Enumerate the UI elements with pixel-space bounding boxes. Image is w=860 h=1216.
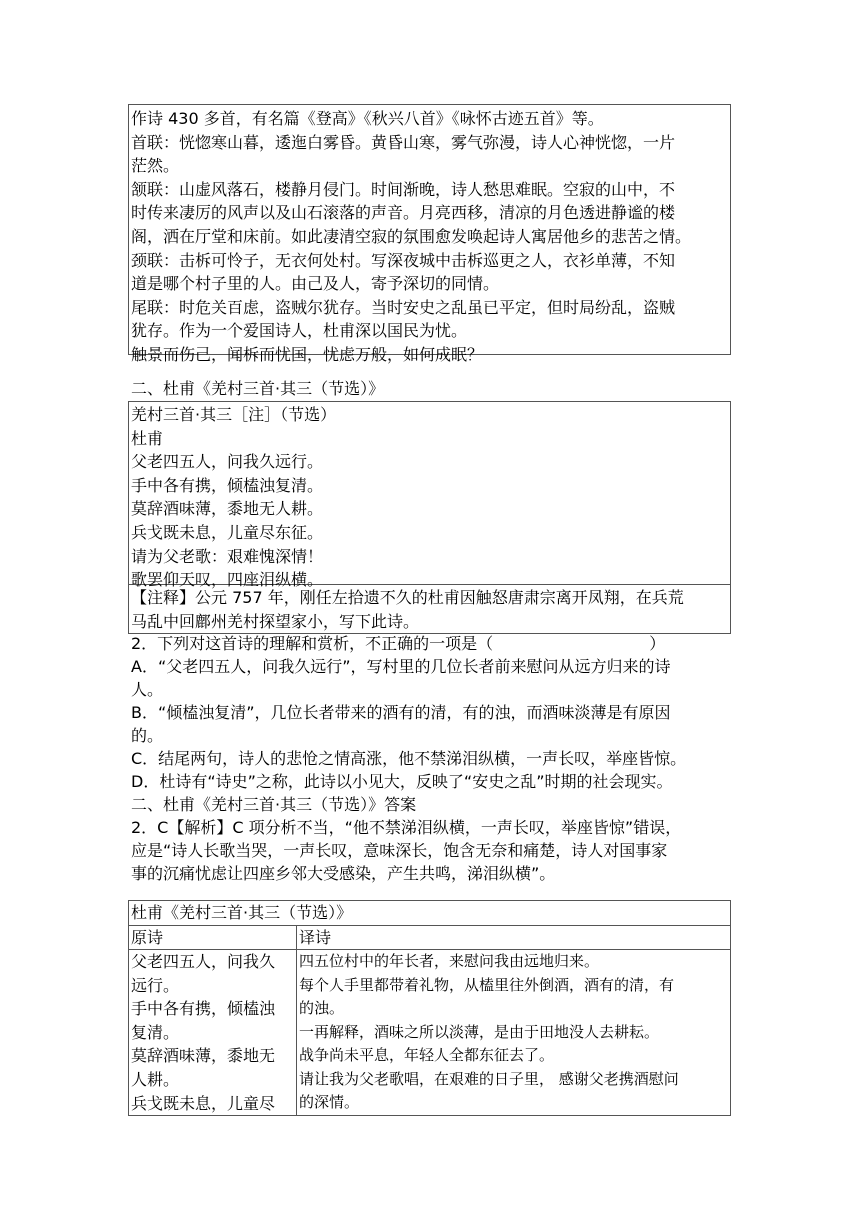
header-original: 原诗 bbox=[129, 925, 297, 950]
analysis-line: 首联：恍惚寒山暮，逶迤白雾昏。黄昏山寒，雾气弥漫，诗人心神恍惚，一片 bbox=[131, 132, 676, 152]
note-line: 马乱中回鄜州羌村探望家小，写下此诗。 bbox=[131, 611, 420, 631]
translation-line: 请让我为父老歌唱，在艰难的日子里， 感谢父老携酒慰问 bbox=[299, 1069, 679, 1088]
analysis-line: 时传来凄厉的风声以及山石滚落的声音。月亮西移，清凉的月色透进静谧的楼 bbox=[131, 203, 676, 223]
analysis-line: 犹存。作为一个爱国诗人，杜甫深以国民为忧。 bbox=[131, 321, 468, 341]
poem-line: 父老四五人，问我久远行。 bbox=[131, 452, 324, 472]
option-b-cont: 的。 bbox=[131, 726, 164, 745]
option-a-cont: 人。 bbox=[131, 680, 164, 699]
option-d: D．杜诗有“诗史”之称，此诗以小见大，反映了“安史之乱”时期的社会现实。 bbox=[131, 772, 673, 791]
analysis-line: 尾联：时危关百虑，盗贼尔犹存。当时安史之乱虽已平定，但时局纷乱，盗贼 bbox=[131, 297, 676, 317]
analysis-line: 颈联：击柝可怜子，无衣何处村。写深夜城中击柝巡更之人，衣衫单薄，不知 bbox=[131, 250, 676, 270]
original-line: 手中各有携，倾榼浊 bbox=[131, 999, 276, 1019]
poem-line: 手中各有携，倾榼浊复清。 bbox=[131, 475, 324, 495]
analysis-line: 道是哪个村子里的人。由己及人，寄予深切的同情。 bbox=[131, 274, 500, 294]
analysis-line: 阁，洒在厅堂和床前。如此凄清空寂的氛围愈发唤起诗人寓居他乡的悲苦之情。 bbox=[131, 226, 692, 246]
translation-line: 的深情。 bbox=[299, 1093, 360, 1111]
original-line: 远行。 bbox=[131, 975, 180, 995]
translation-line: 的浊。 bbox=[299, 999, 345, 1017]
answer-line: 应是“诗人长歌当哭，一声长叹，意味深长，饱含无奈和痛楚，诗人对国事家 bbox=[131, 841, 668, 860]
question-stem bbox=[131, 632, 665, 656]
section-heading: 二、杜甫《羌村三首·其三（节选）》 bbox=[131, 379, 385, 398]
original-line: 父老四五人，问我久 bbox=[131, 952, 276, 971]
translation-line: 战争尚未平息，年轻人全都东征去了。 bbox=[299, 1046, 555, 1064]
analysis-line: 颔联：山虚风落石，楼静月侵门。时间渐晚，诗人愁思难眠。空寂的山中，不 bbox=[131, 179, 676, 199]
poem-author: 杜甫 bbox=[131, 428, 164, 448]
option-a: A．“父老四五人，问我久远行”，写村里的几位长者前来慰问从远方归来的诗 bbox=[131, 657, 671, 676]
poem-line: 请为父老歌：艰难愧深情！ bbox=[131, 546, 324, 566]
table-title: 杜甫《羌村三首·其三（节选）》 bbox=[129, 901, 731, 926]
note-line: 【注释】公元 757 年，刚任左拾遗不久的杜甫因触怒唐肃宗离开凤翔，在兵荒 bbox=[131, 588, 684, 607]
header-translation: 译诗 bbox=[297, 925, 731, 950]
translation-line: 四五位村中的年长者，来慰问我由远地归来。 bbox=[299, 952, 600, 970]
original-line: 复清。 bbox=[131, 1022, 180, 1042]
answer-heading: 二、杜甫《羌村三首·其三（节选）》答案 bbox=[131, 795, 417, 814]
translation-line: 一再解释，酒味之所以淡薄，是由于田地没人去耕耘。 bbox=[299, 1022, 660, 1041]
poem-line: 兵戈既未息，儿童尽东征。 bbox=[131, 522, 324, 542]
translation-table bbox=[128, 900, 731, 1116]
question-stem-text: 2．下列对这首诗的理解和赏析，不正确的一项是（ bbox=[131, 634, 494, 653]
original-cell bbox=[129, 950, 297, 1116]
analysis-line: 茫然。 bbox=[131, 156, 180, 176]
answer-line: 2．C【解析】C 项分析不当，“他不禁涕泪纵横，一声长叹，举座皆惊”错误， bbox=[131, 818, 682, 837]
poem-box bbox=[128, 401, 731, 634]
option-b: B．“倾榼浊复清”，几位长者带来的酒有的清，有的浊，而酒味淡薄是有原因 bbox=[131, 703, 671, 722]
option-c: C．结尾两句，诗人的悲怆之情高涨，他不禁涕泪纵横，一声长叹，举座皆惊。 bbox=[131, 749, 687, 768]
translation-cell bbox=[297, 950, 731, 1116]
question-stem-close: ） bbox=[649, 634, 666, 653]
original-line: 人耕。 bbox=[131, 1069, 180, 1089]
analysis-line: 作诗 430 多首，有名篇《登高》《秋兴八首》《咏怀古迹五首》等。 bbox=[131, 109, 604, 128]
poem-title: 羌村三首·其三［注］（节选） bbox=[131, 405, 337, 424]
poem-note bbox=[129, 584, 730, 633]
analysis-box bbox=[128, 104, 731, 364]
poem-line: 莫辞酒味薄，黍地无人耕。 bbox=[131, 499, 324, 519]
translation-line: 每个人手里都带着礼物，从榼里往外倒酒，酒有的清，有 bbox=[299, 975, 675, 994]
original-line: 兵戈既未息，儿童尽 bbox=[131, 1093, 276, 1113]
answer-line: 事的沉痛忧虑让四座乡邻大受感染，产生共鸣，涕泪纵横”。 bbox=[131, 864, 556, 883]
analysis-line: 触景而伤己，闻柝而忧国，忧虑万般，如何成眠？ bbox=[131, 344, 484, 364]
poem-line: 歌罢仰天叹，四座泪纵横。 bbox=[131, 570, 324, 590]
original-line: 莫辞酒味薄，黍地无 bbox=[131, 1046, 276, 1066]
